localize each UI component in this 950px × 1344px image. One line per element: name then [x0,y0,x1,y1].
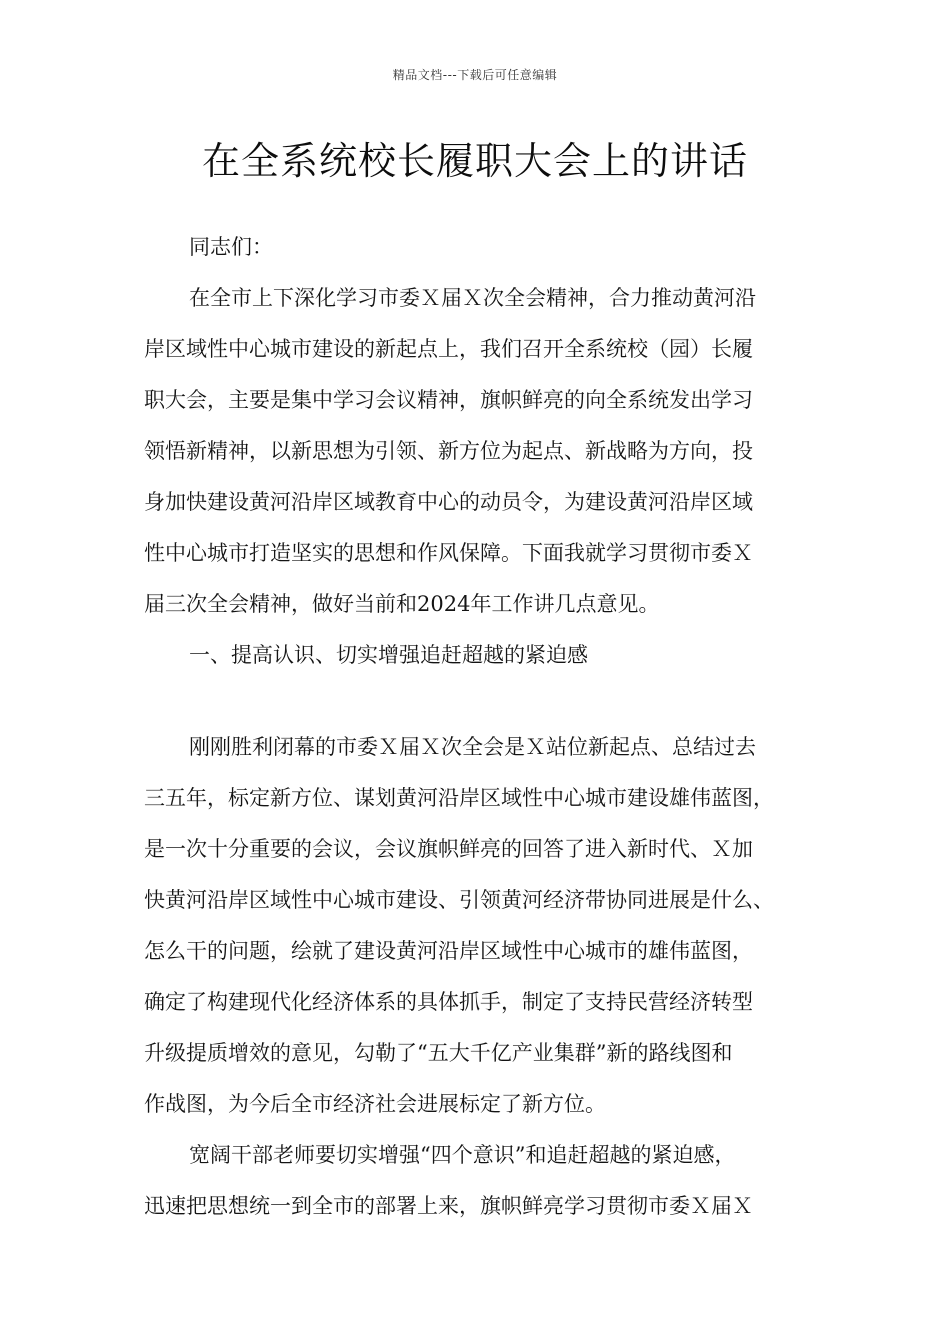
section-heading-1: 一、提高认识、切实增强追赶超越的紧迫感 [189,643,588,667]
paragraph-line: 迅速把思想统一到全市的部署上来，旗帜鲜亮学习贯彻市委Ｘ届Ｘ [144,1194,753,1218]
greeting-block [144,222,824,273]
paragraph-line: 届三次全会精神，做好当前和2024年工作讲几点意见。 [144,592,660,616]
paragraph-line: 作战图，为今后全市经济社会进展标定了新方位。 [144,1092,606,1116]
greeting: 同志们： [189,235,273,259]
paragraph-line: 在全市上下深化学习市委Ｘ届Ｘ次全会精神，合力推动黄河沿 [189,286,756,310]
paragraph-line: 性中心城市打造坚实的思想和作风保障。下面我就学习贯彻市委Ｘ [144,541,753,565]
paragraph-2 [144,722,824,1232]
paragraph-line: 三五年，标定新方位、谋划黄河沿岸区域性中心城市建设雄伟蓝图， [144,786,774,810]
paragraph-line: 快黄河沿岸区域性中心城市建设、引领黄河经济带协同进展是什么、 [144,888,774,912]
paragraph-line: 确定了构建现代化经济体系的具体抓手，制定了支持民营经济转型 [144,990,753,1014]
paragraph-line: 宽阔干部老师要切实增强“四个意识”和追赶超越的紧迫感， [189,1143,736,1167]
header-note: 精品文档---下载后可任意编辑 [392,68,558,82]
paragraph-line: 怎么干的问题，绘就了建设黄河沿岸区域性中心城市的雄伟蓝图， [144,939,753,963]
paragraph-line: 身加快建设黄河沿岸区域教育中心的动员令，为建设黄河沿岸区域 [144,490,753,514]
paragraph-line: 是一次十分重要的会议，会议旗帜鲜亮的回答了进入新时代、Ｘ加 [144,837,753,861]
paragraph-line: 领悟新精神，以新思想为引领、新方位为起点、新战略为方向，投 [144,439,753,463]
paragraph-1 [144,273,824,681]
paragraph-line: 职大会，主要是集中学习会议精神，旗帜鲜亮的向全系统发出学习 [144,388,753,412]
paragraph-line: 刚刚胜利闭幕的市委Ｘ届Ｘ次全会是Ｘ站位新起点、总结过去 [189,735,756,759]
document-title: 在全系统校长履职大会上的讲话 [201,139,748,183]
paragraph-line: 升级提质增效的意见，勾勒了“五大千亿产业集群”新的路线图和 [144,1041,733,1065]
paragraph-line: 岸区域性中心城市建设的新起点上，我们召开全系统校（园）长履 [144,337,753,361]
